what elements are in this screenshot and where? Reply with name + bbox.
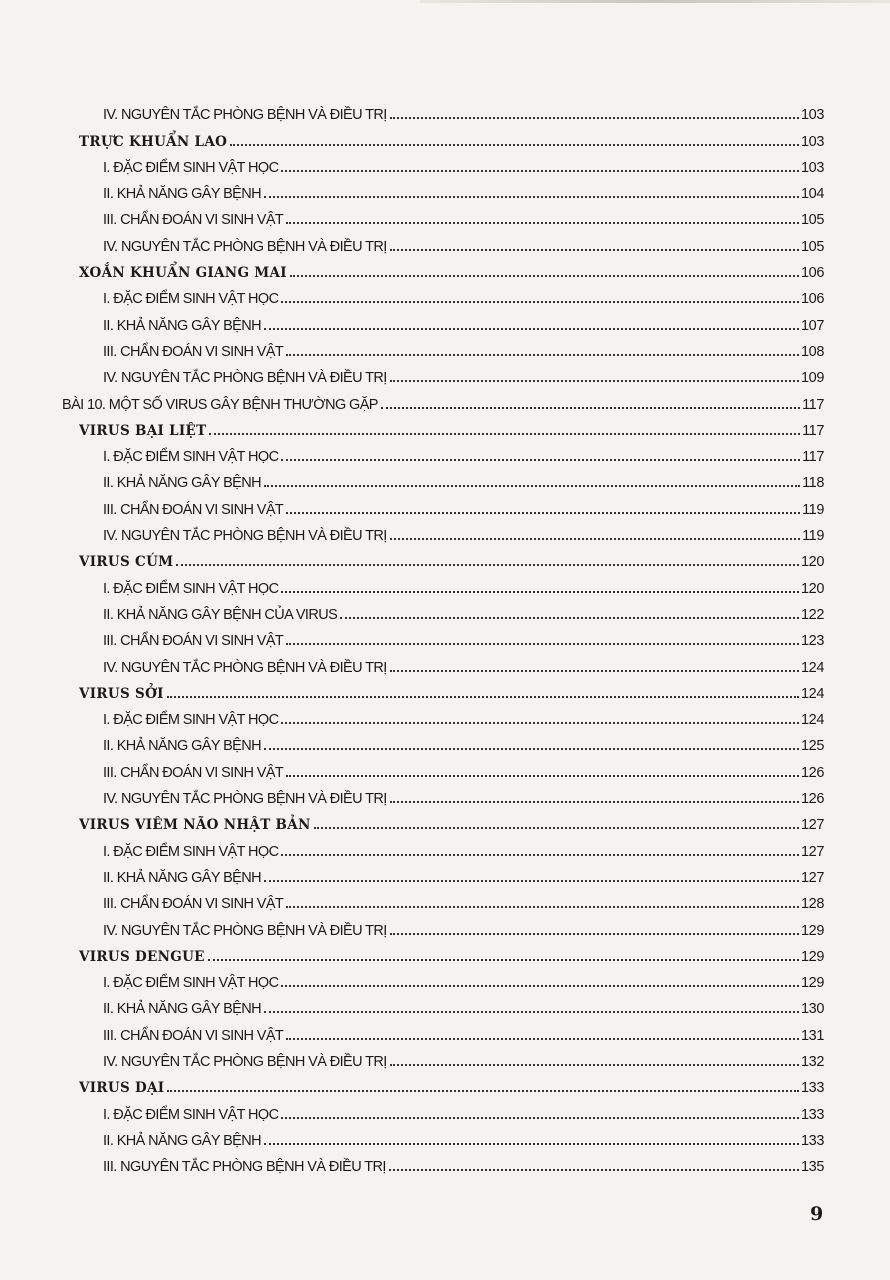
toc-entry-page: 124 xyxy=(801,685,824,702)
page-edge xyxy=(420,0,890,3)
toc-entry-page: 127 xyxy=(801,843,824,860)
toc-entry-page: 128 xyxy=(801,896,824,913)
toc-entry-title: IV. NGUYÊN TẮC PHÒNG BỆNH VÀ ĐIỀU TRỊ xyxy=(103,659,387,676)
toc-entry-page: 123 xyxy=(801,633,824,650)
toc-entry-page: 127 xyxy=(801,869,824,886)
toc-entry xyxy=(62,439,824,465)
toc-entry-page: 103 xyxy=(801,107,824,124)
dot-leader xyxy=(390,117,799,119)
dot-leader xyxy=(389,1169,799,1171)
toc-entry-title: VIRUS BẠI LIỆT xyxy=(79,422,207,439)
toc-entry-page: 120 xyxy=(801,554,824,571)
toc-entry-title: IV. NGUYÊN TẮC PHÒNG BỆNH VÀ ĐIỀU TRỊ xyxy=(103,1053,387,1070)
toc-entry-page: 117 xyxy=(802,449,824,466)
dot-leader xyxy=(167,696,799,698)
toc-entry-page: 132 xyxy=(801,1053,824,1070)
toc-entry-title: II. KHẢ NĂNG GÂY BỆNH xyxy=(103,317,261,334)
toc-entry xyxy=(62,202,824,228)
toc-entry-title: II. KHẢ NĂNG GÂY BỆNH xyxy=(103,1132,261,1149)
toc-entry xyxy=(62,465,824,491)
toc-entry xyxy=(62,491,824,517)
toc-entry xyxy=(62,1149,824,1175)
toc-entry-page: 104 xyxy=(801,186,824,203)
toc-entry-page: 126 xyxy=(801,791,824,808)
toc-entry-title: III. NGUYÊN TẮC PHÒNG BỆNH VÀ ĐIỀU TRỊ xyxy=(103,1159,386,1176)
page-number: 9 xyxy=(810,1203,824,1225)
toc-entry-page: 117 xyxy=(802,422,824,439)
toc-entry-title: II. KHẢ NĂNG GÂY BỆNH xyxy=(103,869,261,886)
toc-entry-title: IV. NGUYÊN TẮC PHÒNG BỆNH VÀ ĐIỀU TRỊ xyxy=(103,528,387,545)
toc-entry-page: 127 xyxy=(801,817,824,834)
dot-leader xyxy=(290,275,799,277)
toc-entry xyxy=(62,1044,824,1070)
dot-leader xyxy=(264,1011,799,1013)
dot-leader xyxy=(264,880,799,882)
dot-leader xyxy=(286,222,799,224)
toc-entry-page: 133 xyxy=(801,1080,824,1097)
dot-leader xyxy=(286,512,800,514)
toc-entry-page: 106 xyxy=(801,291,824,308)
toc-entry-page: 125 xyxy=(801,738,824,755)
toc-entry-title: I. ĐẶC ĐIỂM SINH VẬT HỌC xyxy=(103,1106,279,1123)
dot-leader xyxy=(340,617,799,619)
toc-entry-title: II. KHẢ NĂNG GÂY BỆNH CỦA VIRUS xyxy=(103,606,338,623)
dot-leader xyxy=(390,933,799,935)
toc-entry xyxy=(62,991,824,1017)
toc-entry xyxy=(62,307,824,333)
toc-entry-title: IV. NGUYÊN TẮC PHÒNG BỆNH VÀ ĐIỀU TRỊ xyxy=(103,922,387,939)
toc-entry-page: 108 xyxy=(801,343,824,360)
dot-leader xyxy=(281,591,799,593)
dot-leader xyxy=(286,1038,799,1040)
dot-leader xyxy=(286,643,799,645)
toc-entry xyxy=(62,886,824,912)
toc-entry xyxy=(62,1096,824,1122)
dot-leader xyxy=(264,1143,799,1145)
toc-entry-page: 107 xyxy=(801,317,824,334)
toc-entry xyxy=(62,334,824,360)
toc-entry-page: 129 xyxy=(801,975,824,992)
dot-leader xyxy=(390,1064,799,1066)
toc-entry-title: TRỰC KHUẨN LAO xyxy=(79,133,228,150)
toc-entry-title: II. KHẢ NĂNG GÂY BỆNH xyxy=(103,186,261,203)
toc-entry xyxy=(62,965,824,991)
toc-entry xyxy=(62,860,824,886)
toc-entry-title: III. CHẨN ĐOÁN VI SINH VẬT xyxy=(103,343,284,360)
dot-leader xyxy=(264,328,799,330)
toc-entry-title: VIRUS DENGUE xyxy=(79,948,205,965)
table-of-contents xyxy=(62,97,824,1175)
toc-entry-title: IV. NGUYÊN TẮC PHÒNG BỆNH VÀ ĐIỀU TRỊ xyxy=(103,370,387,387)
toc-entry-page: 119 xyxy=(802,501,824,518)
dot-leader xyxy=(390,538,800,540)
dot-leader xyxy=(281,722,799,724)
toc-entry xyxy=(62,570,824,596)
dot-leader xyxy=(209,433,800,435)
dot-leader xyxy=(176,564,799,566)
dot-leader xyxy=(264,748,799,750)
toc-entry-title: I. ĐẶC ĐIỂM SINH VẬT HỌC xyxy=(103,291,279,308)
toc-entry-page: 131 xyxy=(801,1027,824,1044)
dot-leader xyxy=(390,380,799,382)
dot-leader xyxy=(264,196,799,198)
toc-entry-page: 105 xyxy=(801,212,824,229)
toc-entry-page: 135 xyxy=(801,1159,824,1176)
toc-entry-page: 122 xyxy=(801,606,824,623)
toc-section xyxy=(62,544,824,570)
toc-entry xyxy=(62,833,824,859)
dot-leader xyxy=(281,459,800,461)
toc-entry-title: IV. NGUYÊN TẮC PHÒNG BỆNH VÀ ĐIỀU TRỊ xyxy=(103,238,387,255)
toc-entry-title: I. ĐẶC ĐIỂM SINH VẬT HỌC xyxy=(103,843,279,860)
toc-entry-page: 120 xyxy=(801,580,824,597)
toc-entry xyxy=(62,912,824,938)
toc-entry-title: III. CHẨN ĐOÁN VI SINH VẬT xyxy=(103,501,284,518)
toc-entry xyxy=(62,1017,824,1043)
toc-entry xyxy=(62,623,824,649)
toc-entry-page: 106 xyxy=(801,265,824,282)
toc-entry-title: VIRUS DẠI xyxy=(79,1080,165,1097)
toc-entry-title: III. CHẨN ĐOÁN VI SINH VẬT xyxy=(103,212,284,229)
toc-entry-title: III. CHẨN ĐOÁN VI SINH VẬT xyxy=(103,764,284,781)
toc-section xyxy=(62,123,824,149)
toc-entry-title: IV. NGUYÊN TẮC PHÒNG BỆNH VÀ ĐIỀU TRỊ xyxy=(103,107,387,124)
toc-entry xyxy=(62,360,824,386)
toc-entry-page: 105 xyxy=(801,238,824,255)
toc-chapter xyxy=(62,386,824,412)
toc-entry-title: II. KHẢ NĂNG GÂY BỆNH xyxy=(103,475,261,492)
dot-leader xyxy=(286,775,799,777)
toc-entry-title: III. CHẨN ĐOÁN VI SINH VẬT xyxy=(103,1027,284,1044)
dot-leader xyxy=(264,485,800,487)
toc-entry-page: 133 xyxy=(801,1132,824,1149)
toc-entry-title: I. ĐẶC ĐIỂM SINH VẬT HỌC xyxy=(103,975,279,992)
dot-leader xyxy=(390,670,799,672)
dot-leader xyxy=(390,249,799,251)
toc-entry-page: 130 xyxy=(801,1001,824,1018)
toc-entry xyxy=(62,228,824,254)
dot-leader xyxy=(390,801,799,803)
toc-entry-title: I. ĐẶC ĐIỂM SINH VẬT HỌC xyxy=(103,712,279,729)
toc-entry xyxy=(62,1123,824,1149)
toc-entry-page: 119 xyxy=(802,528,824,545)
toc-section xyxy=(62,807,824,833)
dot-leader xyxy=(230,144,799,146)
toc-entry-page: 103 xyxy=(801,133,824,150)
toc-entry-title: BÀI 10. MỘT SỐ VIRUS GÂY BỆNH THƯỜNG GẶP xyxy=(62,396,378,413)
toc-section xyxy=(62,413,824,439)
toc-entry xyxy=(62,518,824,544)
toc-entry-page: 133 xyxy=(801,1106,824,1123)
dot-leader xyxy=(208,959,799,961)
toc-entry-title: VIRUS SỞI xyxy=(79,685,164,702)
toc-entry-title: IV. NGUYÊN TẮC PHÒNG BỆNH VÀ ĐIỀU TRỊ xyxy=(103,791,387,808)
toc-entry-page: 126 xyxy=(801,764,824,781)
toc-entry xyxy=(62,597,824,623)
toc-entry-page: 129 xyxy=(801,948,824,965)
toc-entry xyxy=(62,754,824,780)
toc-entry xyxy=(62,97,824,123)
toc-entry-page: 124 xyxy=(801,659,824,676)
toc-section xyxy=(62,676,824,702)
toc-entry-title: I. ĐẶC ĐIỂM SINH VẬT HỌC xyxy=(103,449,279,466)
toc-section xyxy=(62,255,824,281)
toc-entry xyxy=(62,281,824,307)
toc-entry-page: 103 xyxy=(801,159,824,176)
dot-leader xyxy=(286,354,799,356)
toc-entry xyxy=(62,781,824,807)
dot-leader xyxy=(286,906,799,908)
toc-entry-title: I. ĐẶC ĐIỂM SINH VẬT HỌC xyxy=(103,580,279,597)
toc-entry-title: VIRUS VIÊM NÃO NHẬT BẢN xyxy=(79,817,311,834)
toc-entry-page: 109 xyxy=(801,370,824,387)
toc-entry-title: II. KHẢ NĂNG GÂY BỆNH xyxy=(103,1001,261,1018)
toc-section xyxy=(62,939,824,965)
toc-entry xyxy=(62,702,824,728)
dot-leader xyxy=(281,301,799,303)
toc-entry-title: III. CHẨN ĐOÁN VI SINH VẬT xyxy=(103,633,284,650)
dot-leader xyxy=(281,1117,799,1119)
toc-entry xyxy=(62,150,824,176)
toc-entry-title: I. ĐẶC ĐIỂM SINH VẬT HỌC xyxy=(103,159,279,176)
toc-entry-page: 124 xyxy=(801,712,824,729)
toc-entry-title: XOẮN KHUẨN GIANG MAI xyxy=(79,265,287,282)
toc-entry-title: VIRUS CÚM xyxy=(79,554,174,571)
toc-entry xyxy=(62,649,824,675)
toc-entry-title: II. KHẢ NĂNG GÂY BỆNH xyxy=(103,738,261,755)
dot-leader xyxy=(281,170,799,172)
dot-leader xyxy=(381,407,800,409)
toc-entry xyxy=(62,176,824,202)
dot-leader xyxy=(167,1090,799,1092)
toc-entry-title: III. CHẨN ĐOÁN VI SINH VẬT xyxy=(103,896,284,913)
dot-leader xyxy=(281,985,799,987)
dot-leader xyxy=(314,827,799,829)
dot-leader xyxy=(281,854,799,856)
toc-section xyxy=(62,1070,824,1096)
toc-entry-page: 129 xyxy=(801,922,824,939)
toc-entry-page: 117 xyxy=(802,396,824,413)
toc-entry-page: 118 xyxy=(802,475,824,492)
toc-entry xyxy=(62,728,824,754)
